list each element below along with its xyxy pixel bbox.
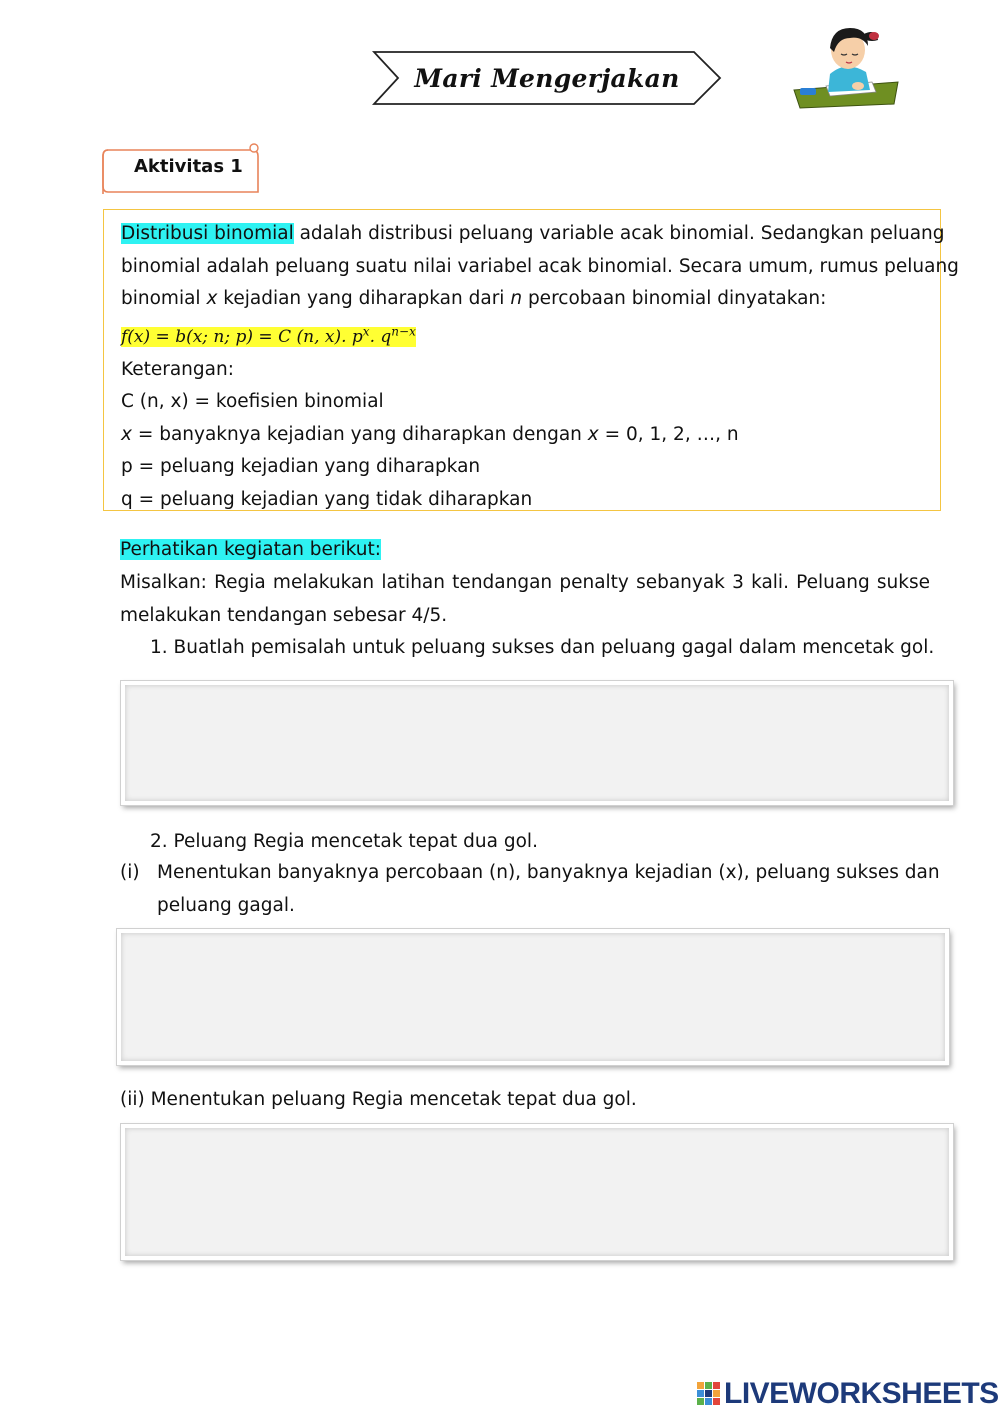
question-2-ii: (ii) Menentukan peluang Regia mencetak tepat dua gol. (120, 1089, 637, 1110)
liveworksheets-logo (696, 1376, 999, 1412)
activity-intro: Misalkan: Regia melakukan latihan tendangan penalty sebanyak 3 kali. Peluang sukse (120, 572, 930, 593)
question-2-i: (i) Menentukan banyaknya percobaan (n), banyaknya kejadian (x), peluang sukses dan peluang gagal. (120, 856, 930, 922)
definition-box (103, 209, 959, 511)
activity-label (100, 142, 262, 198)
question-2-i-number: (i) (120, 862, 140, 883)
definition-line: binomial x kejadian yang diharapkan dari n percobaan binomial dinyatakan: (121, 288, 827, 309)
answer-box-1[interactable] (121, 681, 953, 805)
binomial-formula: f(x) = b(x; n; p) = C (n, x). $p^x$. $q^{n-x}$ (121, 324, 416, 348)
activity-intro: melakukan tendangan sebesar 4/5. (120, 605, 448, 626)
highlighted-term: Distribusi binomial (121, 223, 294, 244)
liveworksheets-icon (696, 1381, 722, 1407)
activity-heading: Perhatikan kegiatan berikut: (120, 539, 382, 560)
definition-c: C (n, x) = koefisien binomial (121, 391, 384, 413)
page-title: Mari Mengerjakan (414, 63, 680, 93)
answer-box-3[interactable] (121, 1124, 953, 1260)
activity-label-text: Aktivitas 1 (134, 156, 243, 177)
title-banner (372, 50, 722, 106)
liveworksheets-brand: LIVEWORKSHEETS (724, 1377, 999, 1410)
definition-p: p = peluang kejadian yang diharapkan (121, 456, 481, 478)
question-1: 1. Buatlah pemisalah untuk peluang sukses dan peluang gagal dalam mencetak gol. (150, 637, 935, 658)
definition-line: binomial adalah peluang suatu nilai variabel acak binomial. Secara umum, rumus peluang (121, 255, 959, 277)
definition-q: q = peluang kejadian yang tidak diharapkan (121, 488, 533, 510)
answer-box-2[interactable] (117, 929, 949, 1065)
definition-line: Distribusi binomial adalah distribusi peluang variable acak binomial. Sedangkan peluang (121, 223, 945, 244)
definition-x: x = banyaknya kejadian yang diharapkan dengan x = 0, 1, 2, …, n (121, 423, 739, 445)
activity-section (120, 533, 930, 632)
student-writing-illustration (786, 20, 906, 112)
question-2: 2. Peluang Regia mencetak tepat dua gol. (150, 831, 538, 852)
keterangan-heading: Keterangan: (121, 358, 234, 380)
